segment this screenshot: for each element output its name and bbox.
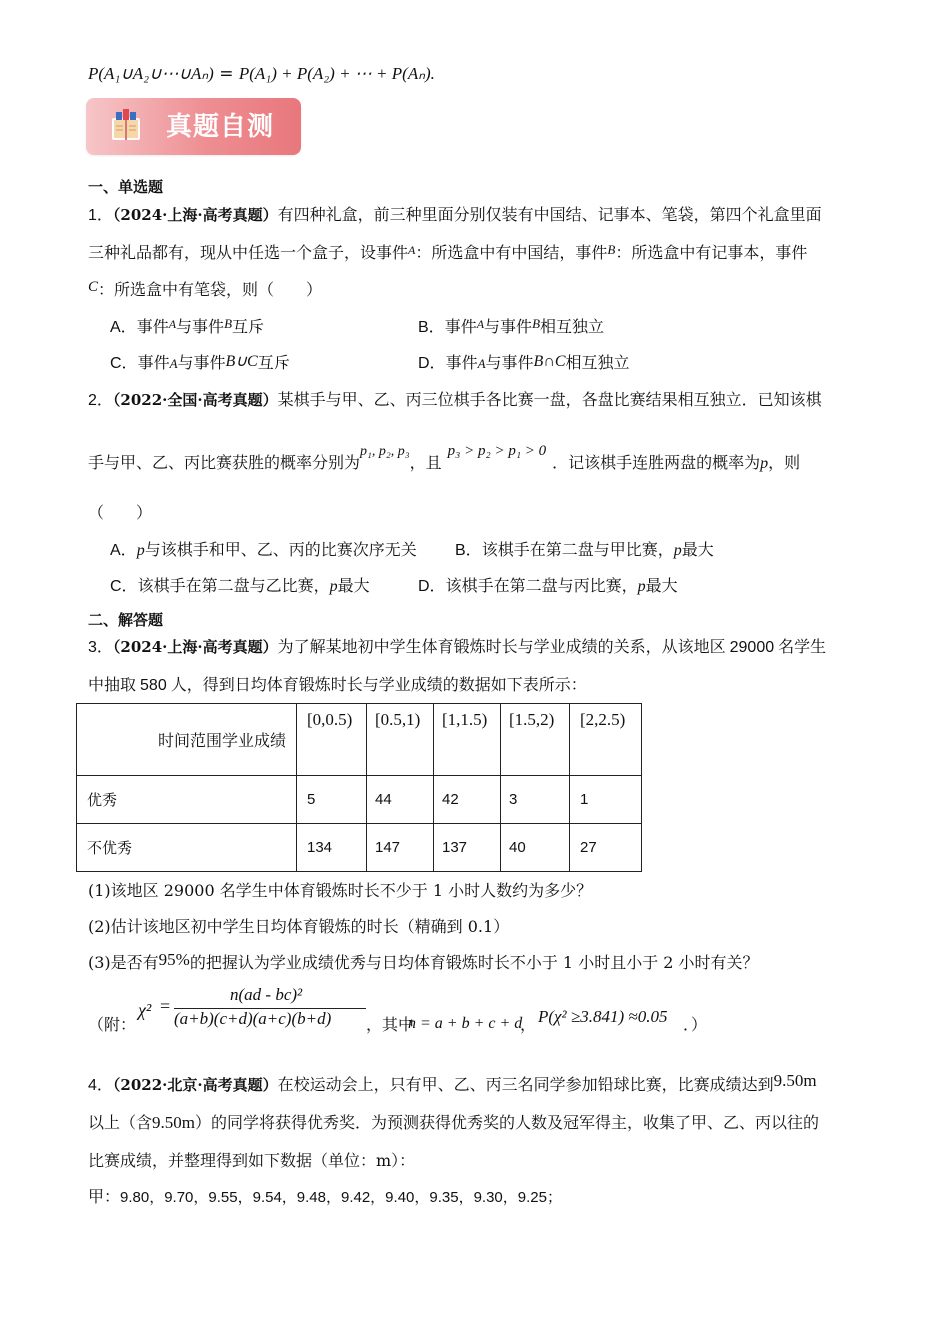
q2-option-d[interactable] xyxy=(418,573,678,596)
q3-text2a: 中抽取 xyxy=(88,675,137,694)
q4-line2 xyxy=(88,1110,819,1133)
q2-option-b[interactable] xyxy=(455,537,714,560)
q2-option-c-text: 该棋手在第二盘与乙比赛， xyxy=(137,576,330,595)
cell-value: 44 xyxy=(375,791,392,808)
q1-text3: ：所选盒中有笔袋，则（ ） xyxy=(98,280,323,299)
q1-option-d[interactable] xyxy=(418,350,630,373)
q1-option-b[interactable] xyxy=(418,314,604,337)
q2-text1: 某棋手与甲、乙、丙三位棋手各比赛一盘，各盘比赛结果相互独立．已知该棋 xyxy=(277,390,822,409)
formula-lhs-p: P xyxy=(88,64,99,83)
q1-option-c-v1: A xyxy=(169,356,178,371)
q1-option-c-pre: 事件 xyxy=(137,353,170,372)
q1-option-b-v2: B xyxy=(532,316,541,331)
q1-option-b-mid: 与事件 xyxy=(484,317,533,336)
q2-text2a: 手与甲、乙、丙比赛获胜的概率分别为 xyxy=(88,453,361,472)
table-header-interval xyxy=(434,704,501,776)
table-row xyxy=(77,776,642,824)
table-cell xyxy=(297,776,367,824)
q1-option-b-v1: A xyxy=(476,317,485,331)
q2-option-c-label: C． xyxy=(110,578,138,595)
cell-value: 3 xyxy=(509,791,518,808)
q2-line1 xyxy=(88,387,822,410)
table-cell xyxy=(434,776,501,824)
q4-line3: 比赛成绩，并整理得到如下数据（单位：m）： xyxy=(88,1151,416,1170)
q2-option-c-post: 最大 xyxy=(337,576,370,595)
table-cell xyxy=(367,824,434,872)
table-cell xyxy=(501,824,570,872)
table-cell xyxy=(570,776,642,824)
cell-value: 27 xyxy=(580,839,597,856)
q2-option-b-p: p xyxy=(673,542,682,559)
q3-sub3 xyxy=(88,950,759,973)
q1-option-a-mid: 与事件 xyxy=(176,317,225,336)
q1-text2b: ：所选盒中有中国结，事件 xyxy=(415,243,608,262)
q2-option-c-p: p xyxy=(329,578,338,595)
q3-text1: 为了解某地初中学生体育锻炼时长与学业成绩的关系，从该地区 xyxy=(277,637,726,656)
q3-line2 xyxy=(88,672,587,695)
q3-n-students: 29000 xyxy=(729,639,775,656)
q1-number: 1． xyxy=(88,207,113,224)
cell-value: 147 xyxy=(375,839,401,856)
q2-option-b-post: 最大 xyxy=(681,540,714,559)
q3-chi-denominator: (a+b)(c+d)(a+c)(b+d) xyxy=(174,1009,332,1028)
q2-probs: p₁, p₂, p₃ xyxy=(360,444,410,459)
q2-option-b-label: B． xyxy=(455,542,482,559)
formula-eq: = xyxy=(219,64,234,84)
q4-threshold: 9.50m xyxy=(773,1071,817,1090)
cell-value: 134 xyxy=(307,839,333,856)
table-header-interval xyxy=(570,704,642,776)
q1-line1 xyxy=(88,202,822,225)
q2-option-d-text: 该棋手在第二盘与丙比赛， xyxy=(445,576,638,595)
q1-option-a-v2: B xyxy=(224,316,233,331)
q3-line1 xyxy=(88,634,826,657)
q1-option-a-pre: 事件 xyxy=(136,317,169,336)
interval-0: [0,0.5) xyxy=(307,710,353,729)
q2-p: p xyxy=(760,455,769,472)
q4-jia-scores xyxy=(88,1184,562,1207)
q2-line2 xyxy=(88,443,801,473)
row-label-excellent: 优秀 xyxy=(87,791,118,809)
q1-option-b-post: 相互独立 xyxy=(540,317,605,336)
data-table xyxy=(76,703,642,872)
q2-option-a-text: 与该棋手和甲、乙、丙的比赛次序无关 xyxy=(144,540,417,559)
q2-text3: （ ） xyxy=(88,503,153,522)
table-header-label-cell xyxy=(77,704,297,776)
cell-value: 137 xyxy=(442,839,468,856)
q4-source: （2022·北京·高考真题） xyxy=(112,1076,278,1094)
q1-option-b-label: B． xyxy=(418,319,445,336)
formula-rhs: P(A₁) + P(A₂) + ⋯ + P(Aₙ). xyxy=(238,64,435,83)
table-header-interval xyxy=(501,704,570,776)
q3-appendix-close: ．） xyxy=(683,1015,708,1034)
q1-option-c[interactable] xyxy=(110,350,290,373)
q1-event-a: A xyxy=(408,243,416,257)
q1-text1: 有四种礼盒，前三种里面分别仅装有中国结、记事本、笔袋，第四个礼盒里面 xyxy=(277,205,822,224)
q3-comma1: ，其中 xyxy=(366,1015,415,1034)
q2-option-d-p: p xyxy=(637,578,646,595)
q1-option-d-mid: 与事件 xyxy=(485,353,534,372)
section-title-answer: 二、解答题 xyxy=(88,611,164,629)
cell-value: 5 xyxy=(307,791,316,808)
row-label-not-excellent: 不优秀 xyxy=(87,839,133,857)
q2-option-b-text: 该棋手在第二盘与甲比赛， xyxy=(481,540,674,559)
banner-title: 真题自测 xyxy=(166,112,275,142)
table-cell xyxy=(501,776,570,824)
q3-n-definition: n = a + b + c + d xyxy=(408,1015,523,1032)
q1-option-a[interactable] xyxy=(110,314,264,337)
q1-option-d-label: D． xyxy=(418,355,446,372)
q4-text2a: 以上（含 xyxy=(88,1113,153,1132)
q2-option-c[interactable] xyxy=(110,573,370,596)
q1-source: （2024·上海·高考真题） xyxy=(112,206,278,224)
q1-option-c-mid: 与事件 xyxy=(177,353,226,372)
table-cell xyxy=(570,824,642,872)
q1-option-a-post: 互斥 xyxy=(232,317,265,336)
q2-option-a[interactable] xyxy=(110,537,417,560)
q2-text2b: ，且 xyxy=(409,453,442,472)
q3-chi-eq: = xyxy=(160,996,171,1016)
cell-value: 1 xyxy=(580,791,589,808)
q1-option-d-post: 相互独立 xyxy=(565,353,630,372)
q3-source: （2024·上海·高考真题） xyxy=(112,638,278,656)
q2-option-d-label: D． xyxy=(418,578,446,595)
table-header-interval xyxy=(297,704,367,776)
table-row xyxy=(77,824,642,872)
q1-line3 xyxy=(88,277,322,300)
q1-event-b: B xyxy=(607,242,616,257)
q2-text2d: ，则 xyxy=(768,453,801,472)
book-icon xyxy=(108,106,144,146)
q3-text1b: 名学生 xyxy=(778,637,827,656)
interval-2: [1,1.5) xyxy=(442,710,488,729)
q3-number: 3． xyxy=(88,639,113,656)
section-banner xyxy=(86,98,301,155)
q3-prob: P(χ² ≥3.841) ≈0.05 xyxy=(538,1007,668,1026)
q2-option-a-label: A． xyxy=(110,542,137,559)
top-formula xyxy=(88,64,435,84)
q2-option-d-post: 最大 xyxy=(645,576,678,595)
q1-option-d-v1: A xyxy=(477,356,486,371)
q2-text2c: ．记该棋手连胜两盘的概率为 xyxy=(552,453,761,472)
q3-sub2: (2)估计该地区初中学生日均体育锻炼的时长（精确到 0.1） xyxy=(88,917,510,936)
q3-chi-symbol: χ² xyxy=(138,1000,152,1020)
formula-lhs-args: (A₁∪A₂∪⋯∪Aₙ) xyxy=(98,64,214,83)
q1-option-a-label: A． xyxy=(110,319,137,336)
q1-option-d-pre: 事件 xyxy=(445,353,478,372)
q1-option-b-pre: 事件 xyxy=(444,317,477,336)
table-row-label xyxy=(77,824,297,872)
q1-option-a-v1: A xyxy=(168,317,177,331)
q1-option-c-label: C． xyxy=(110,355,138,372)
q4-text1: 在校运动会上，只有甲、乙、丙三名同学参加铅球比赛，比赛成绩达到 xyxy=(277,1075,774,1094)
q1-line2 xyxy=(88,240,807,263)
cell-value: 40 xyxy=(509,839,526,856)
q4-jia-label: 甲： xyxy=(88,1187,121,1206)
table-cell xyxy=(367,776,434,824)
section-title-single-choice: 一、单选题 xyxy=(88,178,164,196)
table-header-label: 时间范围学业成绩 xyxy=(157,731,286,750)
q4-jia-values: 9.80，9.70，9.55，9.54，9.48，9.42，9.40，9.35，9.30，9.25； xyxy=(120,1189,562,1206)
q1-option-c-v2: B∪C xyxy=(225,353,258,370)
interval-4: [2,2.5) xyxy=(580,710,626,729)
q2-source: （2022·全国·高考真题） xyxy=(112,391,278,409)
q1-text2a: 三种礼品都有，现从中任选一个盒子，设事件 xyxy=(88,243,409,262)
q3-sub3a: (3)是否有 xyxy=(88,953,159,972)
q3-sub1: (1)该地区 29000 名学生中体育锻炼时长不少于 1 小时人数约为多少？ xyxy=(88,881,593,900)
q1-option-c-post: 互斥 xyxy=(257,353,290,372)
q2-line3 xyxy=(88,500,152,523)
table-header-row xyxy=(77,704,642,776)
table-cell xyxy=(434,824,501,872)
q2-ineq: p₃ > p₂ > p₁ > 0 xyxy=(447,443,547,459)
q4-number: 4． xyxy=(88,1077,113,1094)
q3-sub3b: 的把握认为学业成绩优秀与日均体育锻炼时长不小于 1 小时且小于 2 小时有关？ xyxy=(189,953,759,972)
q3-sample: 580 xyxy=(140,677,167,694)
q4-text2b: ）的同学将获得优秀奖．为预测获得优秀奖的人数及冠军得主，收集了甲、乙、丙以往的 xyxy=(195,1113,820,1132)
table-header-interval xyxy=(367,704,434,776)
q3-sub3-percent: 95% xyxy=(158,950,190,969)
table-cell xyxy=(297,824,367,872)
table-row-label xyxy=(77,776,297,824)
interval-1: [0.5,1) xyxy=(375,710,421,729)
q2-option-a-p: p xyxy=(136,542,145,559)
q2-number: 2． xyxy=(88,392,113,409)
interval-3: [1.5,2) xyxy=(509,710,555,729)
q3-chi-numerator: n(ad - bc)² xyxy=(230,985,303,1004)
q1-text2c: ：所选盒中有记事本，事件 xyxy=(615,243,808,262)
q1-event-c: C xyxy=(88,279,99,295)
cell-value: 42 xyxy=(442,791,459,808)
q3-text2b: 人，得到日均体育锻炼时长与学业成绩的数据如下表所示： xyxy=(170,675,587,694)
q3-appendix-open: （附： xyxy=(88,1015,137,1034)
q3-comma2: ， xyxy=(520,1015,537,1034)
q1-option-d-v2: B∩C xyxy=(533,353,566,370)
q4-line1 xyxy=(88,1072,817,1095)
q4-threshold2: 9.50m xyxy=(152,1113,195,1132)
